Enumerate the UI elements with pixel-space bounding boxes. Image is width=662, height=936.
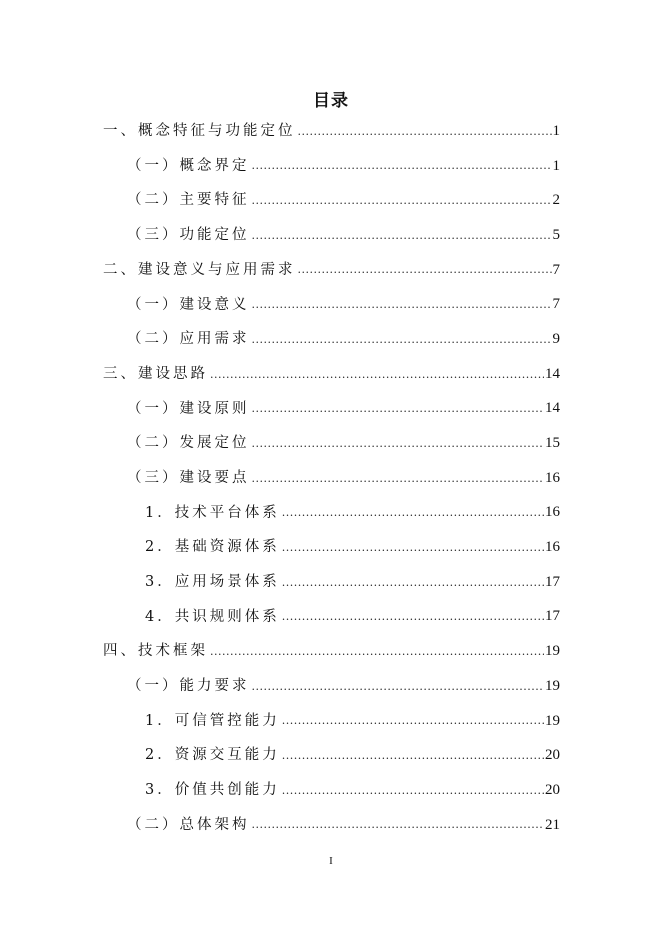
dot-leader (210, 646, 544, 669)
toc-entry-page-number: 16 (545, 469, 560, 486)
toc-entry-page-number: 5 (552, 226, 560, 243)
toc-entry[interactable] (0, 218, 560, 253)
toc-entry-title: （一）概念界定 (127, 157, 250, 174)
toc-entry-title: （二）应用需求 (127, 331, 250, 348)
toc-entry-title: 二、建设意义与应用需求 (103, 261, 296, 278)
toc-entry-page-number: 17 (545, 573, 560, 590)
toc-entry[interactable] (0, 496, 560, 531)
toc-entry-page-number: 19 (545, 643, 560, 660)
dot-leader (252, 819, 545, 842)
dot-leader (298, 264, 552, 287)
toc-entry-title: 一、概念特征与功能定位 (103, 123, 296, 140)
dot-leader (282, 542, 544, 565)
toc-entry[interactable] (0, 461, 560, 496)
toc-entry[interactable] (0, 808, 560, 843)
toc-entry[interactable] (0, 704, 560, 739)
toc-entry[interactable] (0, 634, 560, 669)
toc-entry-title: （三）建设要点 (127, 469, 250, 486)
toc-entry-page-number: 1 (552, 122, 560, 139)
dot-leader (282, 611, 544, 634)
dot-leader (252, 195, 552, 218)
toc-entry-page-number: 14 (545, 400, 560, 417)
dot-leader (282, 715, 544, 738)
toc-entry-title: （一）建设原则 (127, 400, 250, 417)
toc-entry-title: 四、技术框架 (103, 643, 208, 660)
dot-leader (252, 334, 552, 357)
toc-entry-page-number: 19 (545, 712, 560, 729)
toc-entry[interactable] (0, 773, 560, 808)
dot-leader (252, 681, 545, 704)
toc-entry-page-number: 1 (552, 157, 560, 174)
toc-title: 目录 (313, 91, 349, 111)
dot-leader (252, 438, 545, 461)
toc-entry-title: （三）功能定位 (127, 227, 250, 244)
toc-entry-page-number: 17 (545, 608, 560, 625)
dot-leader (252, 473, 545, 496)
toc-entry-page-number: 19 (545, 677, 560, 694)
toc-entry-title: （二）主要特征 (127, 192, 250, 209)
toc-entry-title: （二）发展定位 (127, 435, 250, 452)
toc-entry-page-number: 20 (545, 747, 560, 764)
toc-entry-title: 三、建设思路 (103, 365, 208, 382)
toc-entry-page-number: 16 (545, 504, 560, 521)
toc-entry-title: 3．应用场景体系 (145, 574, 280, 591)
toc-entry-page-number: 7 (552, 261, 560, 278)
toc-entry[interactable] (0, 253, 560, 288)
toc-entry-page-number: 15 (545, 435, 560, 452)
toc-entry[interactable] (0, 426, 560, 461)
toc-entry[interactable] (0, 114, 560, 149)
toc-entry[interactable] (0, 183, 560, 218)
toc-entry[interactable] (0, 600, 560, 635)
dot-leader (282, 507, 544, 530)
toc-entry[interactable] (0, 149, 560, 184)
dot-leader (210, 369, 544, 392)
toc-entry-title: 1．技术平台体系 (145, 504, 280, 521)
dot-leader (252, 403, 545, 426)
toc-entry-page-number: 2 (552, 192, 560, 209)
toc-entry[interactable] (0, 669, 560, 704)
toc-entry-page-number: 20 (545, 781, 560, 798)
toc-entry[interactable] (0, 738, 560, 773)
toc-entry-page-number: 16 (545, 539, 560, 556)
toc-entry[interactable] (0, 565, 560, 600)
dot-leader (298, 126, 552, 149)
dot-leader (282, 785, 544, 808)
dot-leader (282, 750, 544, 773)
toc-entry[interactable] (0, 287, 560, 322)
toc-list (0, 114, 662, 842)
toc-entry-title: （一）能力要求 (127, 678, 250, 695)
toc-entry-title: 2．基础资源体系 (145, 539, 280, 556)
page-number: I (329, 855, 333, 867)
toc-entry-title: 4．共识规则体系 (145, 608, 280, 625)
toc-entry-page-number: 14 (545, 365, 560, 382)
dot-leader (252, 230, 552, 253)
dot-leader (252, 299, 552, 322)
toc-entry[interactable] (0, 322, 560, 357)
toc-entry-title: 2．资源交互能力 (145, 747, 280, 764)
dot-leader (282, 577, 544, 600)
toc-entry-page-number: 7 (552, 296, 560, 313)
toc-entry[interactable] (0, 357, 560, 392)
dot-leader (252, 160, 552, 183)
toc-entry[interactable] (0, 392, 560, 427)
toc-entry-title: （二）总体架构 (127, 816, 250, 833)
toc-entry-page-number: 21 (545, 816, 560, 833)
toc-entry-title: 1．可信管控能力 (145, 712, 280, 729)
toc-entry-title: （一）建设意义 (127, 296, 250, 313)
toc-entry[interactable] (0, 530, 560, 565)
toc-entry-page-number: 9 (552, 330, 560, 347)
toc-entry-title: 3．价值共创能力 (145, 782, 280, 799)
